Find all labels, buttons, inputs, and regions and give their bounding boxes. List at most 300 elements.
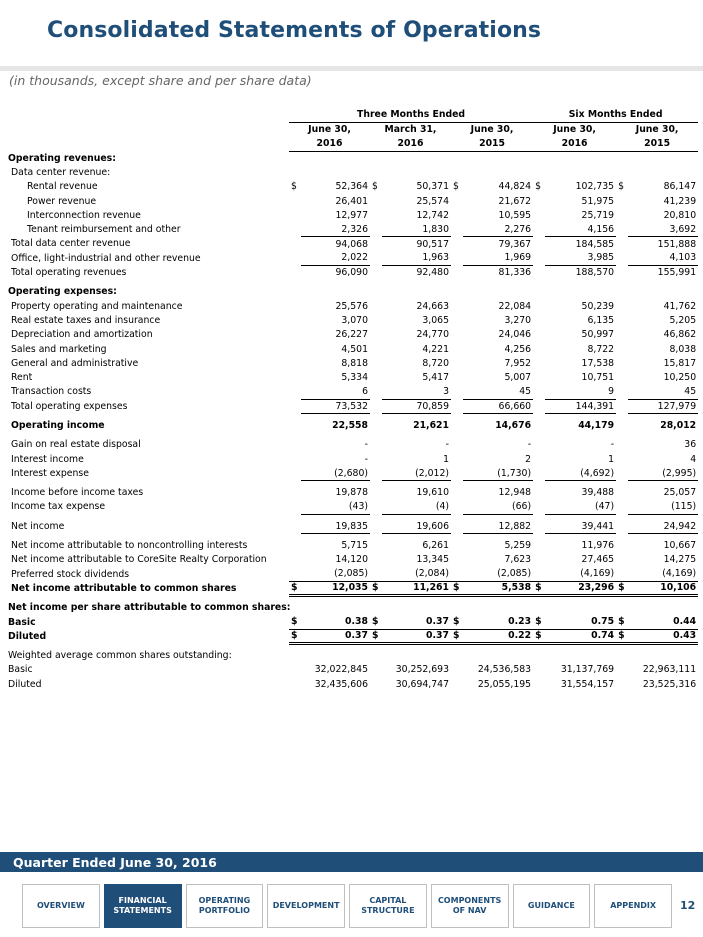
value-cell: 0.44 (673, 616, 697, 628)
currency-symbol (616, 356, 628, 370)
currency-symbol (533, 538, 545, 552)
currency-symbol (616, 486, 628, 500)
row-income-tax-expense (6, 500, 698, 514)
value-cell: 17,538 (581, 357, 615, 369)
currency-symbol (370, 418, 382, 432)
row-gain-real-estate (6, 438, 698, 452)
row-shares-basic (6, 663, 698, 677)
currency-symbol (289, 466, 301, 480)
value-cell: - (364, 439, 368, 451)
value-cell: 24,046 (498, 329, 532, 341)
value-cell: 3,070 (341, 314, 368, 326)
value-cell: 2,276 (463, 222, 533, 236)
row-operating-revenues (6, 151, 698, 165)
currency-symbol (289, 208, 301, 222)
row-label: Data center revenue: (11, 166, 111, 178)
value-cell (628, 649, 698, 663)
value-cell: 14,676 (495, 419, 532, 431)
value-cell: 2,022 (301, 251, 370, 265)
value-cell (382, 649, 451, 663)
value-cell: 102,735 (575, 181, 615, 193)
currency-symbol (616, 663, 628, 677)
currency-symbol (616, 151, 628, 165)
row-ni-per-share (6, 601, 698, 615)
row-label: Interest income (11, 453, 84, 465)
currency-symbol (370, 356, 382, 370)
currency-symbol (370, 466, 382, 480)
currency-symbol (616, 538, 628, 552)
value-cell: 41,762 (663, 300, 697, 312)
currency-symbol: $ (618, 181, 624, 193)
page-title: Consolidated Statements of Operations (47, 18, 542, 43)
row-income-before-taxes (6, 486, 698, 500)
value-cell: 45 (628, 385, 698, 399)
currency-symbol (370, 222, 382, 236)
value-cell: 12,882 (463, 519, 533, 533)
value-cell (628, 151, 698, 165)
currency-symbol (289, 486, 301, 500)
row-power-revenue (6, 194, 698, 208)
currency-symbol (289, 265, 301, 279)
value-cell: 66,660 (463, 399, 533, 413)
row-label: Preferred stock dividends (11, 568, 130, 580)
column-header-line2: 2016 (533, 137, 616, 152)
currency-symbol (289, 356, 301, 370)
value-cell: - (445, 439, 449, 451)
value-cell: 24,536,583 (477, 664, 532, 676)
value-cell: 10,667 (663, 540, 697, 552)
currency-symbol: $ (289, 581, 301, 595)
value-cell: 31,137,769 (560, 664, 615, 676)
row-rental-revenue (6, 180, 698, 194)
value-cell: 22,084 (498, 300, 532, 312)
row-label: Rent (11, 372, 33, 384)
value-cell: 0.38 (345, 616, 368, 628)
value-cell: 90,517 (416, 238, 449, 250)
currency-symbol (289, 438, 301, 452)
row-rent (6, 370, 698, 384)
currency-symbol (451, 663, 463, 677)
currency-symbol (533, 553, 545, 567)
row-label: Net income (11, 520, 65, 532)
row-office-industrial-revenue (6, 251, 698, 265)
currency-symbol (533, 251, 545, 265)
currency-symbol (533, 356, 545, 370)
nav-tab-capital-structure[interactable]: CAPITAL STRUCTURE (349, 884, 427, 928)
value-cell: 19,606 (382, 519, 451, 533)
value-cell: 8,720 (422, 357, 449, 369)
value-cell: 70,859 (382, 399, 451, 413)
currency-symbol (370, 385, 382, 399)
value-cell (463, 285, 533, 299)
value-cell: 2 (525, 453, 532, 465)
value-cell: 32,022,845 (314, 664, 368, 676)
value-cell: 4,501 (341, 343, 368, 355)
currency-symbol (451, 356, 463, 370)
value-cell: 1 (608, 453, 615, 465)
value-cell (463, 601, 533, 615)
value-cell: 6,261 (422, 540, 449, 552)
currency-symbol (533, 299, 545, 313)
row-interest-expense (6, 466, 698, 480)
column-header-line1: June 30, (470, 123, 514, 135)
currency-symbol: $ (618, 616, 625, 628)
row-label: Diluted (8, 678, 42, 690)
value-cell (301, 649, 370, 663)
group-header-three-months: Three Months Ended (289, 108, 533, 122)
value-cell (301, 285, 370, 299)
currency-symbol (370, 538, 382, 552)
currency-symbol (533, 677, 545, 691)
value-cell: 23,525,316 (642, 678, 697, 690)
value-cell: 9 (545, 385, 616, 399)
nav-tab-appendix[interactable]: APPENDIX (594, 884, 672, 928)
value-cell: 4 (690, 453, 697, 465)
value-cell: 21,621 (413, 419, 449, 431)
currency-symbol: $ (533, 581, 545, 595)
value-cell: 30,694,747 (395, 678, 449, 690)
currency-symbol: $ (289, 629, 301, 643)
value-cell: 6,135 (587, 314, 615, 326)
value-cell: 23,296 (545, 581, 616, 595)
currency-symbol (451, 151, 463, 165)
row-transaction-costs (6, 385, 698, 399)
row-ni-noncontrolling (6, 538, 698, 552)
currency-symbol (370, 370, 382, 384)
currency-symbol (370, 328, 382, 342)
value-cell: 14,275 (663, 554, 697, 566)
value-cell: 7,623 (504, 554, 532, 566)
value-cell: 5,334 (341, 372, 368, 384)
value-cell: 1,830 (382, 222, 451, 236)
currency-symbol (370, 649, 382, 663)
row-label: Income tax expense (11, 501, 106, 513)
value-cell: 151,888 (657, 238, 697, 250)
column-header-line1: March 31, (384, 123, 437, 135)
value-cell: 41,239 (663, 195, 697, 207)
value-cell: 22,558 (332, 419, 368, 431)
currency-symbol (533, 285, 545, 299)
currency-symbol (451, 299, 463, 313)
currency-symbol: $ (535, 616, 542, 628)
row-label: Depreciation and amortization (11, 329, 153, 341)
currency-symbol (533, 385, 545, 399)
value-cell (382, 285, 451, 299)
value-cell: 0.43 (628, 629, 698, 643)
currency-symbol (533, 663, 545, 677)
currency-symbol (289, 328, 301, 342)
currency-symbol (370, 399, 382, 413)
currency-symbol (451, 418, 463, 432)
value-cell: 184,585 (575, 238, 615, 250)
value-cell: 0.37 (382, 629, 451, 643)
value-cell: 50,371 (416, 181, 449, 193)
value-cell: 79,367 (498, 238, 532, 250)
value-cell: 4,256 (504, 343, 532, 355)
currency-symbol (616, 165, 628, 179)
row-label: Transaction costs (11, 386, 92, 398)
currency-symbol (289, 663, 301, 677)
value-cell (382, 151, 451, 165)
value-cell: 3,065 (422, 314, 449, 326)
row-total-data-center-revenue (6, 237, 698, 251)
row-label: Net income attributable to CoreSite Realty Corporation (11, 554, 267, 566)
value-cell: 26,227 (335, 329, 368, 341)
value-cell: 36 (684, 439, 697, 451)
currency-symbol (370, 519, 382, 533)
value-cell: 10,751 (581, 372, 615, 384)
row-property-operating (6, 299, 698, 313)
column-header-line2: 2015 (616, 137, 698, 152)
value-cell: 50,997 (581, 329, 615, 341)
column-header-line1: June 30, (308, 123, 351, 135)
value-cell: 0.22 (463, 629, 533, 643)
value-cell (301, 165, 370, 179)
value-cell: (2,085) (463, 567, 533, 581)
row-general-admin (6, 356, 698, 370)
value-cell: 4,156 (545, 222, 616, 236)
column-header-line2: 2016 (370, 137, 451, 152)
column-header-row-2 (6, 137, 698, 152)
currency-symbol (533, 601, 545, 615)
currency-symbol (451, 452, 463, 466)
row-label: Rental revenue (27, 181, 98, 193)
currency-symbol (289, 385, 301, 399)
value-cell (628, 285, 698, 299)
row-label: Basic (8, 664, 33, 676)
currency-symbol (616, 251, 628, 265)
value-cell: 10,250 (663, 372, 697, 384)
currency-symbol: $ (370, 581, 382, 595)
row-shares-diluted (6, 677, 698, 691)
value-cell: 0.37 (426, 616, 449, 628)
value-cell (545, 151, 616, 165)
row-sales-marketing (6, 342, 698, 356)
value-cell: 46,862 (663, 329, 697, 341)
currency-symbol (370, 265, 382, 279)
currency-symbol (289, 222, 301, 236)
currency-symbol (289, 313, 301, 327)
value-cell: 22,963,111 (642, 664, 697, 676)
currency-symbol (451, 342, 463, 356)
currency-symbol (616, 553, 628, 567)
nav-tab-development[interactable]: DEVELOPMENT (267, 884, 345, 928)
currency-symbol (370, 553, 382, 567)
value-cell: 1,963 (382, 251, 451, 265)
group-header-six-months: Six Months Ended (533, 108, 698, 122)
value-cell: (4) (382, 500, 451, 514)
currency-symbol: $ (291, 616, 298, 628)
value-cell (463, 165, 533, 179)
currency-symbol (370, 438, 382, 452)
currency-symbol (451, 567, 463, 581)
value-cell: 11,261 (382, 581, 451, 595)
currency-symbol (616, 342, 628, 356)
value-cell: (43) (301, 500, 370, 514)
currency-symbol (370, 285, 382, 299)
nav-tab-financial-statements[interactable]: FINANCIAL STATEMENTS (104, 884, 182, 928)
currency-symbol (451, 438, 463, 452)
value-cell (545, 285, 616, 299)
row-label: Interest expense (11, 467, 89, 479)
currency-symbol (451, 649, 463, 663)
row-weighted-avg (6, 649, 698, 663)
currency-symbol (533, 438, 545, 452)
value-cell: 5,538 (463, 581, 533, 595)
value-cell: 12,035 (301, 581, 370, 595)
value-cell: 51,975 (581, 195, 615, 207)
value-cell (463, 649, 533, 663)
currency-symbol (289, 601, 301, 615)
currency-symbol (533, 486, 545, 500)
currency-symbol: $ (453, 616, 460, 628)
nav-tab-guidance[interactable]: GUIDANCE (513, 884, 591, 928)
currency-symbol (289, 151, 301, 165)
value-cell: 15,817 (663, 357, 697, 369)
value-cell: 3,270 (504, 314, 532, 326)
value-cell (628, 165, 698, 179)
currency-symbol (289, 553, 301, 567)
row-ni-common (6, 581, 698, 595)
row-label: Real estate taxes and insurance (11, 314, 161, 326)
currency-symbol (451, 208, 463, 222)
currency-symbol (533, 265, 545, 279)
currency-symbol (289, 194, 301, 208)
currency-symbol (616, 194, 628, 208)
currency-symbol (451, 265, 463, 279)
value-cell: 1,969 (463, 251, 533, 265)
currency-symbol (616, 677, 628, 691)
currency-symbol (289, 237, 301, 251)
value-cell: 44,179 (578, 419, 615, 431)
currency-symbol (616, 265, 628, 279)
row-interconnection-revenue (6, 208, 698, 222)
currency-symbol: $ (291, 181, 297, 193)
group-header-row (6, 108, 698, 122)
currency-symbol (370, 486, 382, 500)
currency-symbol (370, 677, 382, 691)
row-label: Operating expenses: (8, 286, 117, 298)
currency-symbol (289, 519, 301, 533)
value-cell: (2,084) (382, 567, 451, 581)
currency-symbol (616, 370, 628, 384)
row-ni-coresite (6, 553, 698, 567)
currency-symbol (451, 677, 463, 691)
currency-symbol (451, 500, 463, 514)
currency-symbol (451, 538, 463, 552)
nav-tab-operating-portfolio[interactable]: OPERATING PORTFOLIO (186, 884, 264, 928)
value-cell: 12,742 (416, 209, 449, 221)
value-cell: 155,991 (657, 267, 697, 279)
currency-symbol (451, 385, 463, 399)
currency-symbol (370, 151, 382, 165)
currency-symbol (370, 299, 382, 313)
value-cell: 6 (301, 385, 370, 399)
currency-symbol: $ (451, 629, 463, 643)
currency-symbol (533, 418, 545, 432)
currency-symbol: $ (372, 181, 378, 193)
value-cell: 8,722 (587, 343, 615, 355)
row-interest-income (6, 452, 698, 466)
currency-symbol (370, 313, 382, 327)
currency-symbol (616, 222, 628, 236)
value-cell: 19,835 (301, 519, 370, 533)
row-label: Sales and marketing (11, 343, 107, 355)
currency-symbol (370, 663, 382, 677)
row-label: Net income per share attributable to common shares: (8, 602, 291, 614)
value-cell: - (527, 439, 532, 451)
currency-symbol (533, 500, 545, 514)
value-cell: (66) (463, 500, 533, 514)
currency-symbol (616, 601, 628, 615)
nav-tab-components-of-nav[interactable]: COMPONENTS OF NAV (431, 884, 509, 928)
value-cell (382, 165, 451, 179)
currency-symbol (370, 601, 382, 615)
value-cell (628, 601, 698, 615)
value-cell: 24,942 (628, 519, 698, 533)
value-cell: 8,038 (669, 343, 697, 355)
currency-symbol (616, 399, 628, 413)
currency-symbol (451, 194, 463, 208)
row-label: Basic (8, 616, 36, 628)
currency-symbol (616, 299, 628, 313)
currency-symbol (533, 452, 545, 466)
row-label: Tenant reimbursement and other (27, 224, 181, 236)
value-cell (301, 151, 370, 165)
value-cell: 0.37 (301, 629, 370, 643)
row-label: Operating revenues: (8, 152, 116, 164)
currency-symbol (451, 399, 463, 413)
value-cell: 8,818 (341, 357, 368, 369)
row-depreciation (6, 328, 698, 342)
value-cell: - (364, 453, 368, 465)
row-label: Total operating revenues (11, 267, 127, 279)
value-cell: (2,680) (301, 466, 370, 480)
currency-symbol (289, 500, 301, 514)
value-cell: 5,715 (341, 540, 368, 552)
currency-symbol (533, 399, 545, 413)
currency-symbol (370, 194, 382, 208)
value-cell: 92,480 (416, 267, 449, 279)
value-cell: 28,012 (660, 419, 697, 431)
value-cell: 26,401 (335, 195, 368, 207)
value-cell: 25,057 (663, 487, 697, 499)
column-header-line1: June 30, (635, 123, 679, 135)
currency-symbol (451, 553, 463, 567)
currency-symbol (533, 194, 545, 208)
row-preferred-dividends (6, 567, 698, 581)
value-cell: 39,488 (581, 487, 615, 499)
currency-symbol (289, 418, 301, 432)
value-cell: (47) (545, 500, 616, 514)
column-header-row-1 (6, 122, 698, 137)
currency-symbol (533, 165, 545, 179)
value-cell: 3,985 (545, 251, 616, 265)
column-header-line2: 2015 (451, 137, 533, 152)
value-cell: 24,770 (416, 329, 449, 341)
currency-symbol (451, 285, 463, 299)
currency-symbol (289, 165, 301, 179)
currency-symbol (370, 567, 382, 581)
value-cell: 31,554,157 (560, 678, 615, 690)
currency-symbol (451, 251, 463, 265)
value-cell: 45 (463, 385, 533, 399)
currency-symbol (289, 677, 301, 691)
value-cell (463, 151, 533, 165)
nav-tab-overview[interactable]: OVERVIEW (22, 884, 100, 928)
currency-symbol (451, 486, 463, 500)
value-cell: 27,465 (581, 554, 615, 566)
